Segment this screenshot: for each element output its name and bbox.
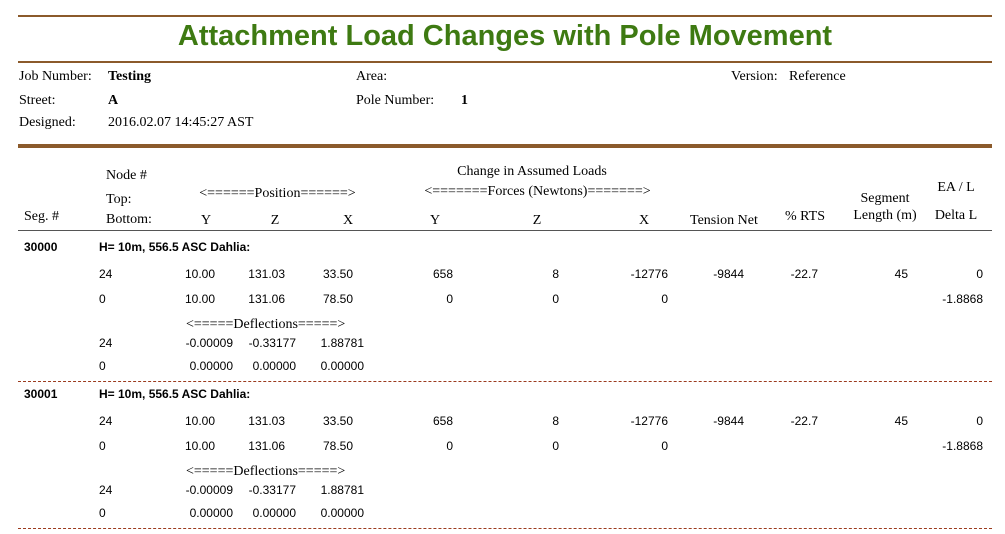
col-force-y: Y <box>429 213 441 228</box>
designed-value: 2016.02.07 14:45:27 AST <box>108 115 254 130</box>
force-x-cell: 0 <box>661 292 668 306</box>
pos-z-cell: 131.06 <box>248 439 285 453</box>
col-pos-y: Y <box>200 213 212 228</box>
column-header-rule <box>18 230 992 231</box>
pos-z-cell: 131.03 <box>248 414 285 428</box>
deflections-label: <=====Deflections=====> <box>186 317 346 332</box>
col-pos-x: X <box>342 213 354 228</box>
force-x-cell: -12776 <box>630 414 668 428</box>
version-value: Reference <box>789 69 846 84</box>
ea-cell: 0 <box>976 267 983 281</box>
page-title: Attachment Load Changes with Pole Movement <box>177 20 833 52</box>
node-cell: 0 <box>99 359 106 373</box>
node-cell: 24 <box>99 336 113 350</box>
deflections-label: <=====Deflections=====> <box>186 464 346 479</box>
title-top-rule <box>18 15 992 17</box>
defl-y-cell: 0.00000 <box>189 506 233 520</box>
defl-x-cell: 1.88781 <box>320 336 364 350</box>
pos-x-cell: 33.50 <box>322 414 353 428</box>
defl-z-cell: -0.33177 <box>248 336 296 350</box>
segment-description: H= 10m, 556.5 ASC Dahlia: <box>99 240 251 254</box>
segment-divider <box>18 528 992 529</box>
col-seg-number: Seg. # <box>24 209 59 224</box>
force-z-cell: 0 <box>552 439 559 453</box>
version-label: Version: <box>731 69 778 84</box>
pole-number-label: Pole Number: <box>356 93 435 108</box>
defl-z-cell: 0.00000 <box>252 506 296 520</box>
ea-cell: 0 <box>976 414 983 428</box>
col-pos-z: Z <box>270 213 280 228</box>
col-node: Node # <box>106 168 147 183</box>
tension-cell: -9844 <box>713 414 744 428</box>
force-z-cell: 8 <box>552 267 559 281</box>
pos-y-cell: 10.00 <box>184 267 215 281</box>
node-cell: 24 <box>99 267 113 281</box>
tension-cell: -9844 <box>713 267 744 281</box>
designed-label: Designed: <box>19 115 76 130</box>
col-top: Top: <box>106 192 132 207</box>
segment-id: 30001 <box>24 387 58 401</box>
length-cell: 45 <box>894 267 908 281</box>
force-z-cell: 0 <box>552 292 559 306</box>
ea-cell: -1.8868 <box>942 439 983 453</box>
col-force-z: Z <box>532 213 542 228</box>
pos-x-cell: 78.50 <box>322 439 353 453</box>
col-force-x: X <box>638 213 650 228</box>
force-y-cell: 658 <box>432 267 453 281</box>
defl-x-cell: 0.00000 <box>320 506 364 520</box>
node-cell: 0 <box>99 506 106 520</box>
rts-cell: -22.7 <box>790 267 818 281</box>
force-y-cell: 658 <box>432 414 453 428</box>
col-rts: % RTS <box>785 209 825 224</box>
job-number-label: Job Number: <box>19 69 92 84</box>
pos-z-cell: 131.03 <box>248 267 285 281</box>
street-label: Street: <box>19 93 56 108</box>
col-forces-band: <=======Forces (Newtons)=======> <box>424 184 651 199</box>
pos-y-cell: 10.00 <box>184 414 215 428</box>
defl-z-cell: 0.00000 <box>252 359 296 373</box>
length-cell: 45 <box>894 414 908 428</box>
col-segment-2: Length (m) <box>853 208 917 223</box>
pole-number-value: 1 <box>461 93 468 108</box>
defl-y-cell: -0.00009 <box>185 483 233 497</box>
force-x-cell: 0 <box>661 439 668 453</box>
node-cell: 0 <box>99 439 106 453</box>
pos-y-cell: 10.00 <box>184 292 215 306</box>
force-y-cell: 0 <box>446 292 453 306</box>
col-ea-1: EA / L <box>937 180 975 195</box>
defl-x-cell: 0.00000 <box>320 359 364 373</box>
pos-x-cell: 33.50 <box>322 267 353 281</box>
col-change-in-loads: Change in Assumed Loads <box>457 164 607 179</box>
job-number-value: Testing <box>108 69 152 84</box>
segment-divider <box>18 381 992 382</box>
defl-z-cell: -0.33177 <box>248 483 296 497</box>
segment-description: H= 10m, 556.5 ASC Dahlia: <box>99 387 251 401</box>
col-tension-net: Tension Net <box>690 213 758 228</box>
ea-cell: -1.8868 <box>942 292 983 306</box>
force-z-cell: 8 <box>552 414 559 428</box>
col-ea-2: Delta L <box>934 208 978 223</box>
col-segment-1: Segment <box>860 191 910 206</box>
segment-id: 30000 <box>24 240 58 254</box>
street-value: A <box>108 93 119 108</box>
node-cell: 0 <box>99 292 106 306</box>
pos-z-cell: 131.06 <box>248 292 285 306</box>
rts-cell: -22.7 <box>790 414 818 428</box>
defl-y-cell: 0.00000 <box>189 359 233 373</box>
node-cell: 24 <box>99 414 113 428</box>
area-label: Area: <box>356 69 388 84</box>
col-position-band: <======Position======> <box>199 186 356 201</box>
pos-x-cell: 78.50 <box>322 292 353 306</box>
pos-y-cell: 10.00 <box>184 439 215 453</box>
defl-x-cell: 1.88781 <box>320 483 364 497</box>
header-bottom-rule <box>18 144 992 148</box>
col-bottom: Bottom: <box>106 212 152 227</box>
title-bottom-rule <box>18 61 992 63</box>
force-y-cell: 0 <box>446 439 453 453</box>
defl-y-cell: -0.00009 <box>185 336 233 350</box>
node-cell: 24 <box>99 483 113 497</box>
force-x-cell: -12776 <box>630 267 668 281</box>
